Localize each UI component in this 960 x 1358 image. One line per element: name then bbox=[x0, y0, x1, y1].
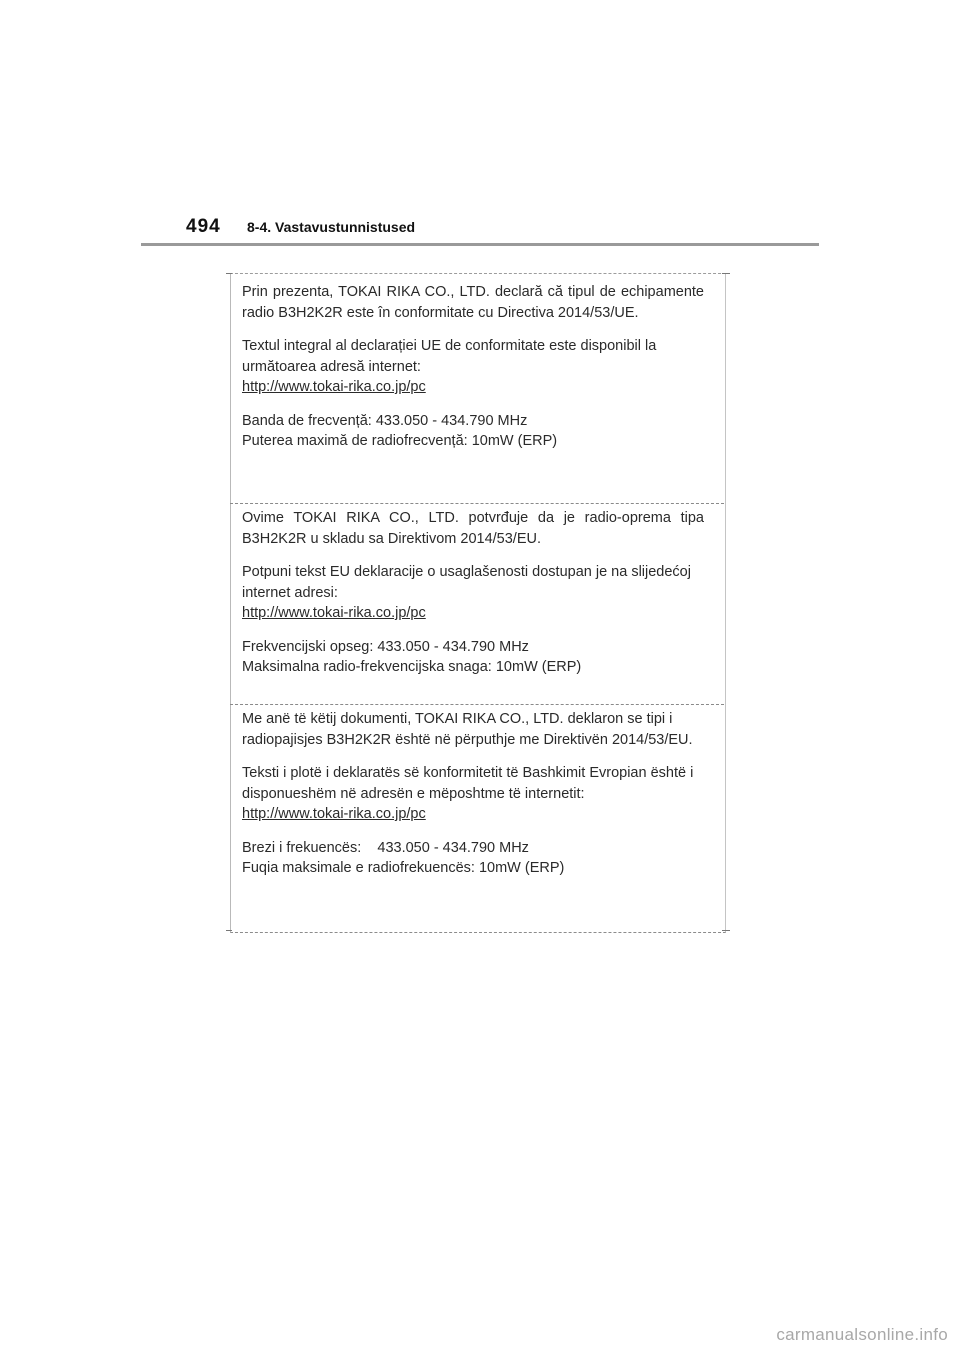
declaration-fulltext-label: Textul integral al declarației UE de conformitate este disponibil la următoarea adresă internet: bbox=[242, 338, 657, 375]
declaration-fulltext-label: Potpuni tekst EU deklaracije o usaglašenosti dostupan je na slijedećoj internet adresi: bbox=[242, 564, 691, 601]
frequency-band: Brezi i frekuencës: 433.050 - 434.790 MHz bbox=[242, 839, 529, 856]
declaration-specs bbox=[242, 838, 704, 879]
max-power: Fuqia maksimale e radiofrekuencës: 10mW (ERP) bbox=[242, 860, 565, 876]
declaration-romanian bbox=[242, 282, 704, 452]
max-power: Puterea maximă de radiofrecvență: 10mW (ERP) bbox=[242, 433, 558, 449]
section-divider bbox=[230, 503, 724, 504]
declaration-intro: Me anë të këtij dokumenti, TOKAI RIKA CO., LTD. deklaron se tipi i radiopajisjes B3H2K2R është në përputhje me Direktivën 2014/53/EU. bbox=[242, 711, 693, 748]
page-number: 494 bbox=[186, 216, 221, 237]
crop-mark bbox=[722, 930, 730, 931]
declaration-url-link[interactable]: http://www.tokai-rika.co.jp/pc bbox=[242, 806, 426, 822]
frequency-band: Banda de frecvență: 433.050 - 434.790 MHz bbox=[242, 412, 528, 429]
section-divider bbox=[230, 704, 724, 705]
section-title: 8-4. Vastavustunnistused bbox=[247, 219, 416, 235]
declaration-albanian bbox=[242, 709, 704, 879]
declaration-intro: Prin prezenta, TOKAI RIKA CO., LTD. declară că tipul de echipamente radio B3H2K2R este în conformitate cu Directiva 2014/53/UE. bbox=[242, 284, 704, 321]
max-power: Maksimalna radio-frekvencijska snaga: 10mW (ERP) bbox=[242, 659, 582, 675]
watermark-text: carmanualsonline.info bbox=[776, 1325, 948, 1344]
declaration-specs bbox=[242, 637, 704, 678]
declaration-url-link[interactable]: http://www.tokai-rika.co.jp/pc bbox=[242, 605, 426, 621]
declaration-fulltext-label: Teksti i plotë i deklaratës së konformitetit të Bashkimit Evropian është i disponueshëm në adresën e mëposhtme të internetit: bbox=[242, 765, 694, 802]
declaration-fulltext bbox=[242, 562, 704, 624]
declaration-specs bbox=[242, 411, 704, 452]
crop-mark bbox=[226, 273, 232, 274]
declaration-fulltext bbox=[242, 336, 704, 398]
declaration-intro: Ovime TOKAI RIKA CO., LTD. potvrđuje da je radio-oprema tipa B3H2K2R u skladu sa Direktivom 2014/53/EU. bbox=[242, 510, 704, 547]
crop-mark bbox=[722, 273, 730, 274]
frequency-band: Frekvencijski opseg: 433.050 - 434.790 MHz bbox=[242, 638, 529, 655]
declaration-url-link[interactable]: http://www.tokai-rika.co.jp/pc bbox=[242, 379, 426, 395]
declaration-fulltext bbox=[242, 763, 704, 825]
header-rule bbox=[141, 243, 819, 246]
crop-mark bbox=[226, 930, 232, 931]
declaration-croatian bbox=[242, 508, 704, 678]
